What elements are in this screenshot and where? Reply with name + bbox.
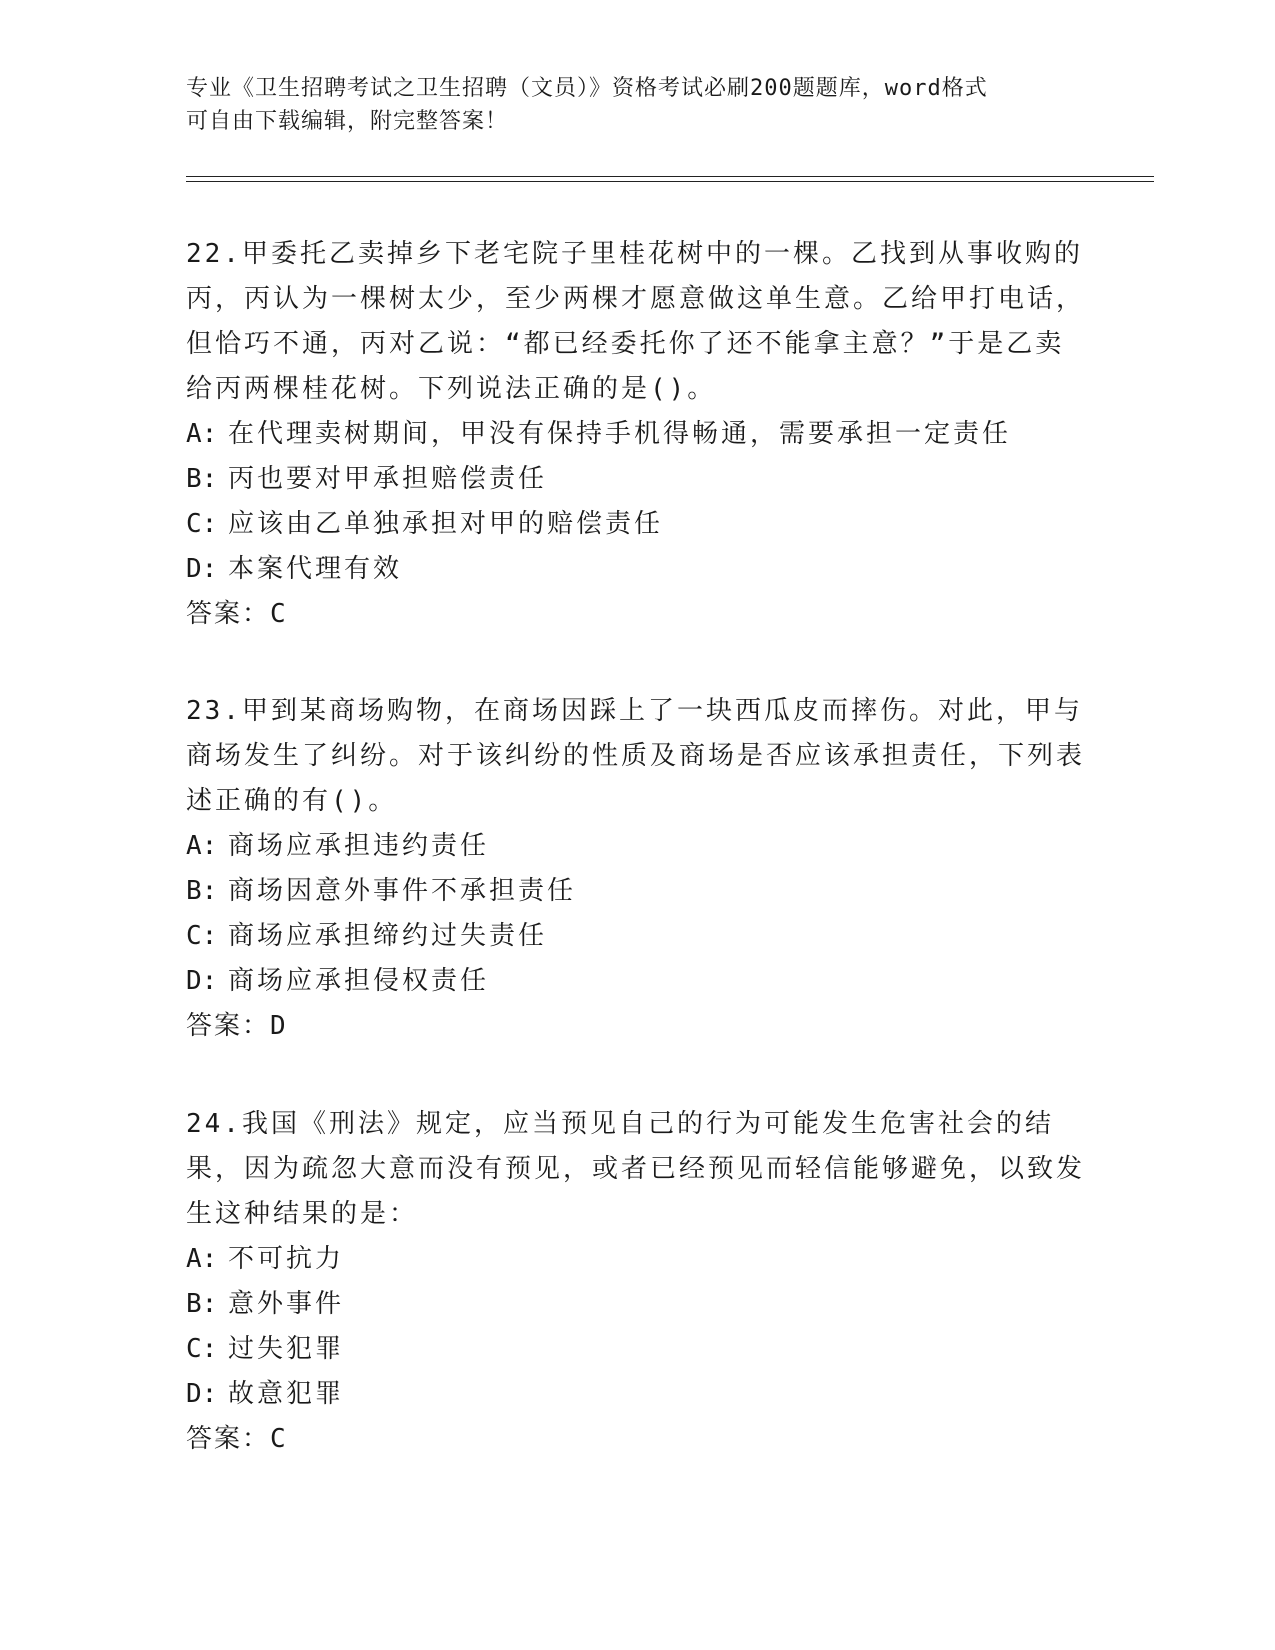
option-text: 在代理卖树期间，甲没有保持手机得畅通，需要承担一定责任 <box>228 419 1012 449</box>
option-letter: B: <box>186 876 218 906</box>
option-text: 故意犯罪 <box>228 1379 345 1409</box>
option-text: 商场应承担违约责任 <box>228 831 490 861</box>
option-a <box>186 412 1086 457</box>
option-letter: D: <box>186 1379 218 1409</box>
option-a <box>186 1237 1086 1282</box>
option-text: 商场因意外事件不承担责任 <box>228 876 577 906</box>
option-letter: C: <box>186 1334 218 1364</box>
option-d <box>186 1372 1086 1417</box>
header-divider-bottom <box>186 181 1154 182</box>
option-letter: D: <box>186 966 218 996</box>
option-letter: D: <box>186 554 218 584</box>
option-letter: A: <box>186 419 218 449</box>
option-b <box>186 869 1086 914</box>
answer: 答案：D <box>186 1011 288 1041</box>
option-text: 过失犯罪 <box>228 1334 345 1364</box>
option-letter: C: <box>186 509 218 539</box>
option-text: 本案代理有效 <box>228 554 403 584</box>
option-a <box>186 824 1086 869</box>
header-line-1: 专业《卫生招聘考试之卫生招聘（文员）》资格考试必刷200题题库，word格式 <box>186 76 988 101</box>
answer: 答案：C <box>186 599 288 629</box>
option-text: 意外事件 <box>228 1289 345 1319</box>
option-b <box>186 457 1086 502</box>
option-text: 商场应承担侵权责任 <box>228 966 490 996</box>
question-22 <box>186 232 1086 637</box>
header-line-2: 可自由下载编辑，附完整答案！ <box>186 109 509 134</box>
option-c <box>186 502 1086 547</box>
option-letter: C: <box>186 921 218 951</box>
option-text: 应该由乙单独承担对甲的赔偿责任 <box>228 509 664 539</box>
question-24 <box>186 1102 1086 1462</box>
question-stem: 24.我国《刑法》规定，应当预见自己的行为可能发生危害社会的结果，因为疏忽大意而没有预见，或者已经预见而轻信能够避免，以致发生这种结果的是： <box>186 1109 1086 1229</box>
option-c <box>186 1327 1086 1372</box>
question-stem: 22.甲委托乙卖掉乡下老宅院子里桂花树中的一棵。乙找到从事收购的丙，丙认为一棵树太少，至少两棵才愿意做这单生意。乙给甲打电话，但恰巧不通，丙对乙说：“都已经委托你了还不能拿主意？”于是乙卖给丙两棵桂花树。下列说法正确的是()。 <box>186 239 1086 404</box>
option-text: 丙也要对甲承担赔偿责任 <box>228 464 548 494</box>
question-23 <box>186 689 1086 1049</box>
option-text: 商场应承担缔约过失责任 <box>228 921 548 951</box>
option-letter: B: <box>186 1289 218 1319</box>
option-letter: B: <box>186 464 218 494</box>
option-c <box>186 914 1086 959</box>
question-stem: 23.甲到某商场购物，在商场因踩上了一块西瓜皮而摔伤。对此，甲与商场发生了纠纷。对于该纠纷的性质及商场是否应该承担责任，下列表述正确的有()。 <box>186 696 1086 816</box>
answer: 答案：C <box>186 1424 288 1454</box>
option-d <box>186 959 1086 1004</box>
option-b <box>186 1282 1086 1327</box>
option-letter: A: <box>186 1244 218 1274</box>
option-text: 不可抗力 <box>228 1244 345 1274</box>
document-header <box>186 72 1086 138</box>
option-letter: A: <box>186 831 218 861</box>
option-d <box>186 547 1086 592</box>
header-divider-top <box>186 176 1154 177</box>
